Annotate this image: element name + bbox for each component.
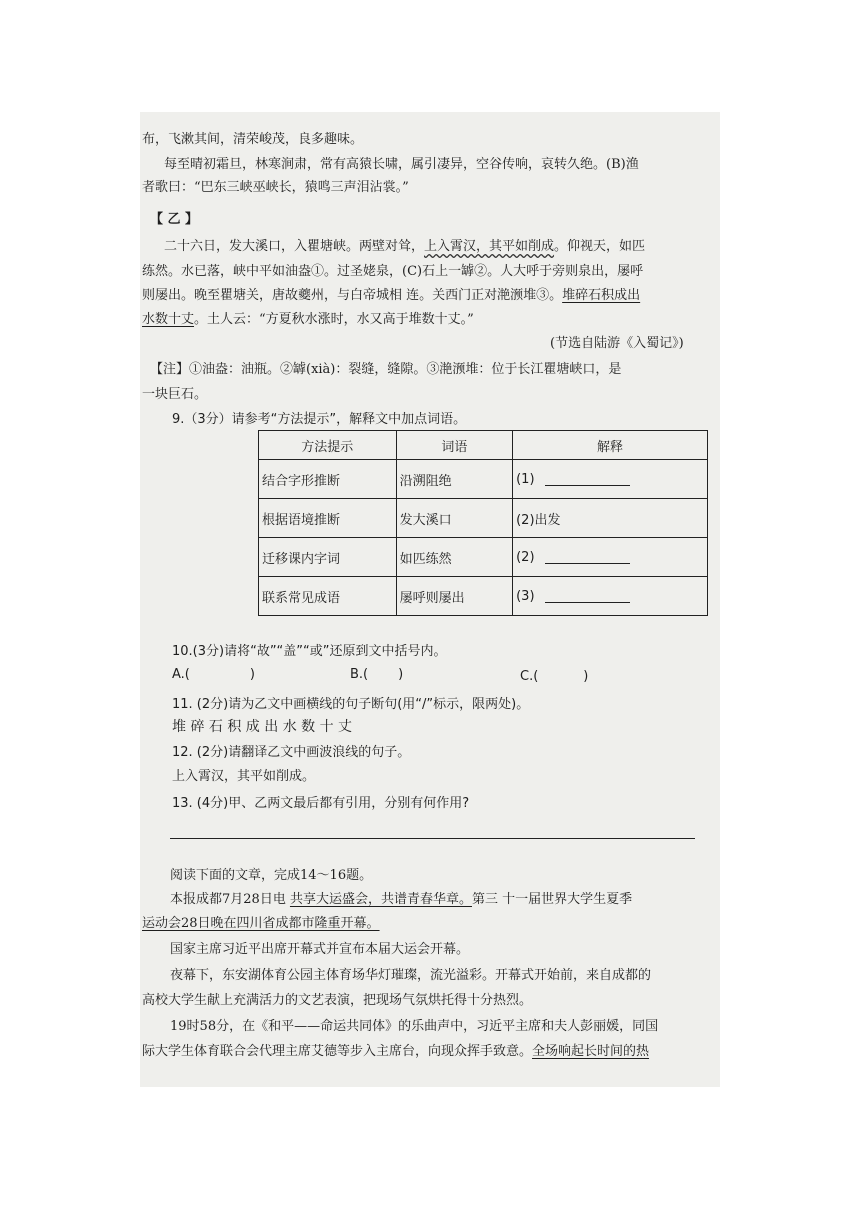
option-c-label: C.( [520, 669, 539, 684]
article-line: 夜幕下，东安湖体育公园主体育场华灯璀璨，流光溢彩。开幕式开始前，来自成都的 [170, 968, 652, 983]
paren-close: ) [249, 667, 255, 682]
question-10: 10.(3分)请将“故”“盖”“或”还原到文中括号内。 [172, 644, 447, 659]
exam-paper [140, 112, 720, 1087]
method-cell: 根据语境推断 [259, 499, 397, 538]
method-cell: 联系常见成语 [259, 577, 397, 616]
article-line: 19时58分，在《和平——命运共同体》的乐曲声中，习近平主席和夫人彭丽媛，同国 [170, 1019, 659, 1034]
underlined-sentence: 共享大运盛会，共谱青春华章。 [289, 892, 472, 907]
word-cell: 沿溯阻绝 [396, 460, 513, 499]
table-row [259, 538, 708, 577]
sentence-to-punctuate: 堆 碎 石 积 成 出 水 数 十 丈 [172, 719, 353, 735]
passage-b-line [142, 308, 474, 327]
answer-blank[interactable] [545, 590, 630, 603]
option-a [172, 667, 255, 682]
method-cell: 迁移课内字词 [259, 538, 397, 577]
word-cell: 如匹练然 [396, 538, 513, 577]
answer-label: (3) [516, 588, 535, 604]
passage-b-line [164, 235, 645, 254]
annotation-note: 一块巨石。 [142, 387, 208, 402]
article-line [142, 912, 380, 931]
passage-a-line: 者歌曰：“巴东三峡巫峡长，猿鸣三声泪沾裳。” [142, 180, 409, 195]
answer-line[interactable] [170, 838, 695, 839]
text-segment: 二十六日，发大溪口，入瞿塘峡。两壁对耸， [164, 239, 425, 254]
text-segment: 际大学生体育联合会代理主席艾德等步入主席台，向现众挥手致意。 [142, 1044, 533, 1059]
paren-close: ) [583, 669, 589, 684]
wavy-underlined-sentence: 上入霄汉，其平如削成 [424, 239, 555, 254]
table-row [259, 499, 708, 538]
reading-instruction: 阅读下面的文章，完成14～16题。 [170, 868, 373, 883]
table-header: 解释 [513, 431, 708, 460]
answer-cell [513, 538, 708, 577]
option-c [520, 669, 588, 684]
option-b-label: B.( [350, 667, 369, 682]
passage-b-line: 练然。水已落，峡中平如油盎①。过圣姥泉，(C)石上一罅②。人大呼于旁则泉出，屡呼 [142, 264, 644, 279]
underlined-sentence: 堆碎石积成出 [562, 288, 641, 303]
answer-blank[interactable] [545, 551, 630, 564]
text-segment: 本报成都7月28日电 [170, 892, 290, 907]
passage-b-line [142, 284, 640, 303]
paren-close: ) [398, 667, 404, 682]
table-row [259, 577, 708, 616]
word-cell: 发大溪口 [396, 499, 513, 538]
text-segment: 。土人云：“方夏秋水涨时，水又高于堆数十丈。” [194, 312, 474, 327]
text-segment: 。仰视天，如匹 [554, 239, 646, 254]
option-b [350, 667, 403, 682]
underlined-sentence: 全场响起长时间的热 [532, 1044, 650, 1059]
article-line [142, 1040, 649, 1059]
answer-blank[interactable] [545, 473, 630, 486]
method-table [258, 430, 708, 616]
passage-b-heading: 【 乙 】 [150, 212, 199, 227]
word-cell: 屡呼则屡出 [396, 577, 513, 616]
passage-a-line: 每至晴初霜旦，林寒涧肃，常有高猿长啸，属引凄异，空谷传响，哀转久绝。(B)渔 [164, 157, 639, 172]
text-segment: 第三 十一届世界大学生夏季 [471, 892, 633, 907]
answer-label: (1) [516, 471, 535, 487]
answer-cell [513, 499, 708, 538]
question-13: 13. (4分)甲、乙两文最后都有引用，分别有何作用? [172, 796, 470, 811]
answer-label: (2)出发 [516, 512, 561, 528]
article-line: 国家主席习近平出席开幕式并宣布本届大运会开幕。 [170, 942, 470, 957]
source-citation: (节选自陆游《入蜀记》) [550, 336, 684, 351]
option-a-label: A.( [172, 667, 190, 682]
underlined-sentence: 运动会28日晚在四川省成都市隆重开幕。 [142, 916, 380, 931]
article-line: 高校大学生献上充满活力的文艺表演，把现场气氛烘托得十分热烈。 [142, 993, 533, 1008]
text-segment: 则屡出。晚至瞿塘关，唐故夔州，与白帝城相 连。关西门正对滟滪堆③。 [142, 288, 563, 303]
answer-label: (2) [516, 549, 535, 565]
question-11: 11. (2分)请为乙文中画横线的句子断句(用“/”标示，限两处)。 [172, 697, 530, 712]
table-row [259, 460, 708, 499]
table-header: 方法提示 [259, 431, 397, 460]
sentence-to-translate: 上入霄汉，其平如削成。 [172, 769, 316, 784]
table-header: 词语 [396, 431, 513, 460]
answer-cell [513, 460, 708, 499]
article-line [170, 888, 632, 907]
table-header-row [259, 431, 708, 460]
question-12: 12. (2分)请翻译乙文中画波浪线的句子。 [172, 745, 411, 760]
passage-a-line: 布，飞漱其间，清荣峻茂，良多趣味。 [142, 132, 364, 147]
answer-cell [513, 577, 708, 616]
method-cell: 结合字形推断 [259, 460, 397, 499]
annotation-note: 【注】①油盎：油瓶。②罅(xià)：裂缝，缝隙。③滟滪堆：位于长江瞿塘峡口，是 [150, 362, 622, 377]
question-9: 9.（3分）请参考“方法提示”，解释文中加点词语。 [172, 412, 467, 427]
underlined-sentence: 水数十丈 [142, 312, 195, 327]
